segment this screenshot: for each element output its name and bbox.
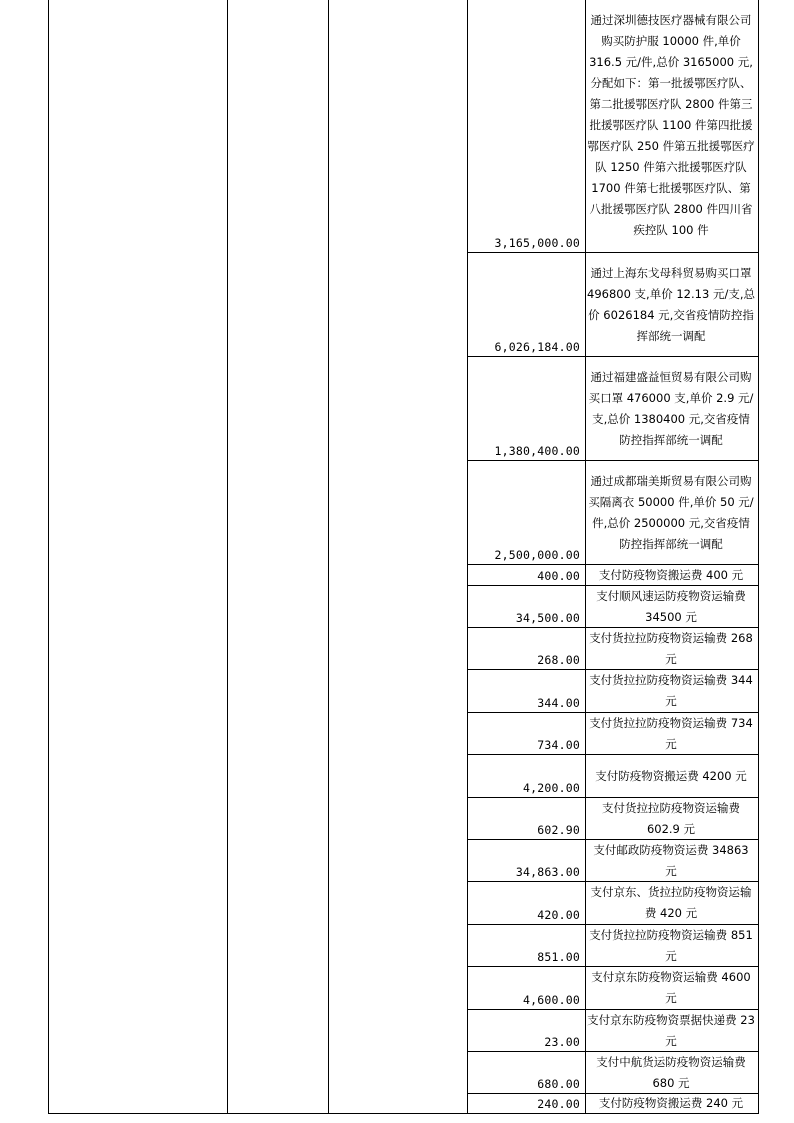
column-divider [328,0,329,1114]
description-text: 通过上海东戈母科贸易购买口罩 496800 支,单价 12.13 元/支,总价 6026184 元,交省疫情防控指挥部统一调配 [587,265,755,343]
amount-cell: 344.00 [537,696,580,710]
description-cell [587,1010,755,1051]
description-text: 支付货拉拉防疫物资运输费 268 元 [589,630,753,666]
description-cell [587,461,755,564]
amount-cell: 4,600.00 [523,993,580,1007]
table-row [467,839,759,881]
description-cell [587,882,755,924]
amount-cell: 851.00 [537,950,580,964]
table-row [467,460,759,564]
table-row [467,0,759,252]
amount-cell: 6,026,184.00 [494,340,580,354]
table-row [467,712,759,754]
description-text: 支付防疫物资搬运费 240 元 [598,1096,744,1110]
amount-cell: 420.00 [537,908,580,922]
description-text: 支付货拉拉防疫物资运输费 734 元 [589,715,753,751]
description-cell [587,565,755,585]
amount-cell: 34,863.00 [515,865,580,879]
description-cell [587,755,755,797]
description-text: 通过深圳德技医疗器械有限公司购买防护服 10000 件,单价 316.5 元/件,总价 3165000 元,分配如下：第一批援鄂医疗队、第二批援鄂医疗队 2800 件第三批援鄂医疗队 1100 件第四批援鄂医疗队 250 件第五批援鄂医疗队 1250 件第六批援鄂医疗队 1700 件第七批援鄂医疗队、第八批援鄂医疗队 2800 件四川省疾控队 100 件 [587,13,755,237]
table-row [467,1051,759,1093]
description-cell [587,925,755,966]
amount-cell: 34,500.00 [515,611,580,625]
amount-cell: 400.00 [537,569,580,583]
description-text: 支付中航货运防疫物资运输费 680 元 [596,1054,746,1090]
description-text: 支付货拉拉防疫物资运输费 344 元 [589,673,753,708]
description-cell [587,1094,755,1113]
description-cell [587,0,755,252]
amount-cell: 23.00 [544,1035,580,1049]
table-row [467,1009,759,1051]
table-row [467,797,759,839]
table-row [467,966,759,1009]
description-cell [587,840,755,881]
amount-cell: 1,380,400.00 [494,444,580,458]
description-text: 支付货拉拉防疫物资运输费 602.9 元 [602,800,740,836]
amount-cell: 3,165,000.00 [494,236,580,250]
table-row [467,669,759,712]
description-text: 支付防疫物资搬运费 4200 元 [595,768,747,783]
column-divider [227,0,228,1114]
description-text: 支付货拉拉防疫物资运输费 851 元 [589,927,753,963]
description-text: 支付京东、货拉拉防疫物资运输费 420 元 [590,885,752,920]
table-row [467,754,759,797]
description-cell [587,628,755,669]
table-row [467,564,759,585]
table-row [467,627,759,669]
description-text: 通过成都瑞美斯贸易有限公司购买隔离衣 50000 件,单价 50 元/件,总价 2500000 元,交省疫情防控指挥部统一调配 [588,473,754,551]
description-cell [587,357,755,460]
amount-cell: 268.00 [537,653,580,667]
description-cell [587,967,755,1009]
amount-cell: 734.00 [537,738,580,752]
description-cell [587,670,755,712]
description-cell [587,1052,755,1093]
amount-cell: 240.00 [537,1097,580,1111]
table-row [467,1093,759,1114]
description-text: 通过福建盛益恒贸易有限公司购买口罩 476000 支,单价 2.9 元/支,总价 1380400 元,交省疫情防控指挥部统一调配 [588,369,754,447]
table-row [467,252,759,356]
table-row [467,881,759,924]
amount-cell: 2,500,000.00 [494,548,580,562]
amount-cell: 602.90 [537,823,580,837]
table-border-bottom [48,1113,759,1114]
amount-cell: 680.00 [537,1077,580,1091]
amount-cell: 4,200.00 [523,781,580,795]
table-row [467,585,759,627]
description-cell [587,253,755,356]
description-cell [587,798,755,839]
description-text: 支付顺风速运防疫物资运输费 34500 元 [596,588,746,624]
description-cell [587,713,755,754]
table-row [467,356,759,460]
table-border-left [48,0,49,1114]
description-cell [587,586,755,627]
table-row [467,924,759,966]
description-text: 支付京东防疫物资票据快递费 23 元 [587,1012,755,1048]
description-text: 支付防疫物资搬运费 400 元 [598,567,744,582]
description-text: 支付邮政防疫物资运费 34863 元 [593,842,749,878]
description-text: 支付京东防疫物资运输费 4600 元 [591,970,751,1005]
